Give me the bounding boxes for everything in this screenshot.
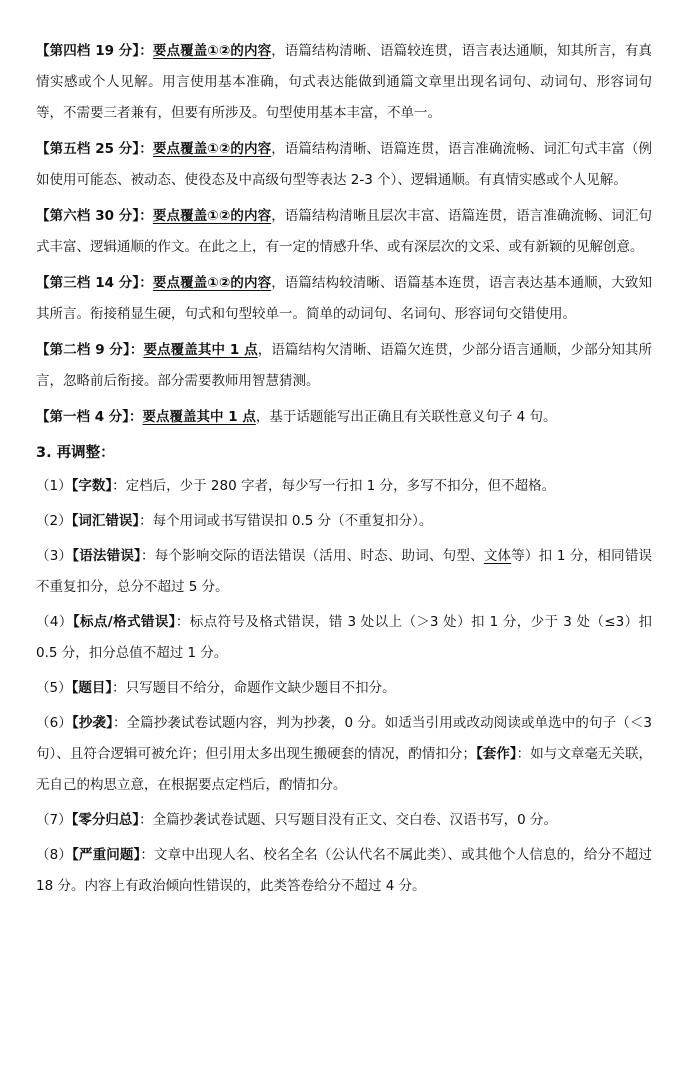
item-text: ：每个用词或书写错误扣 0.5 分（不重复扣分）。 — [139, 513, 433, 529]
grade-label-colon: ： — [139, 43, 153, 59]
grade-label: 【第三档 14 分】 — [36, 275, 140, 291]
grade-2-paragraph — [36, 335, 652, 397]
item-number: （7） — [36, 812, 72, 828]
grade-key-point: 要点覆盖其中 1 点 — [143, 342, 258, 358]
item-number: （2） — [36, 513, 72, 529]
grade-description: ，语篇结构清晰且层次丰富、语篇连贯，语言准确流畅、词汇句式丰富、逻辑通顺的作文。在此之上，有一定的情感升华、或有深层次的文采、或有新颖的见解创意。 — [36, 208, 653, 255]
item-label: 【词汇错误】 — [71, 513, 140, 529]
grade-label: 【第五档 25 分】 — [36, 141, 140, 157]
grade-5-paragraph — [36, 134, 652, 196]
item-text-before: ：每个影响交际的语法错误（活用、时态、助词、句型、 — [141, 548, 484, 564]
grade-key-point: 要点覆盖其中 1 点 — [142, 409, 256, 425]
item-label: 【题目】 — [71, 680, 113, 696]
section-heading: 3. 再调整： — [36, 445, 115, 461]
item-number: （4） — [36, 614, 73, 630]
item-label: 【语法错误】 — [72, 548, 142, 564]
adjustment-item-3 — [36, 541, 652, 603]
grade-4-paragraph — [36, 36, 652, 129]
item-text: ：标点符号及格式错误，错 3 处以上（＞3 处）扣 1 分，少于 3 处（≤3）扣 0.5 分，扣分总值不超过 1 分。 — [36, 614, 653, 661]
item-text-before: ：全篇抄袭试卷试题内容，判为抄袭，0 分。如适当引用或改动阅读或单选中的句子（＜3 句）、且符合逻辑可被允许；但引用太多出现生搬硬套的情况，酌情扣分； — [36, 715, 652, 762]
grade-description: ，语篇结构较清晰、语篇基本连贯，语言表达基本通顺，大致知其所言。衔接稍显生硬，句式和句型较单一。简单的动词句、名词句、形容词句交错使用。 — [36, 275, 653, 322]
item-text: ：定档后，少于 280 字者，每少写一行扣 1 分，多写不扣分，但不超格。 — [112, 478, 556, 494]
adjustment-item-2 — [36, 506, 652, 537]
item-label: 【零分归总】 — [71, 812, 140, 828]
grade-key-point: 要点覆盖①②的内容 — [152, 141, 272, 157]
grade-1-paragraph — [36, 402, 652, 433]
item-number: （1） — [36, 478, 72, 494]
grade-description: ，基于话题能写出正确且有关联性意义句子 4 句。 — [255, 409, 557, 425]
grade-label-colon: ： — [129, 342, 144, 358]
item-number: （8） — [36, 847, 73, 863]
grade-key-point: 要点覆盖①②的内容 — [152, 208, 272, 224]
grade-label: 【第一档 4 分】 — [36, 409, 130, 425]
grade-3-paragraph — [36, 268, 652, 330]
grade-description: ，语篇结构欠清晰、语篇欠连贯，少部分语言通顺，少部分知其所言，忽略前后衔接。部分需要教师用智慧猜测。 — [36, 342, 653, 389]
grade-label-colon: ： — [139, 275, 153, 291]
adjustment-item-7 — [36, 805, 652, 836]
adjustment-item-6 — [36, 708, 652, 801]
item-label: 【字数】 — [71, 478, 113, 494]
adjustment-item-5 — [36, 673, 652, 704]
adjustment-item-4 — [36, 607, 652, 669]
item-text: ：只写题目不给分，命题作文缺少题目不扣分。 — [112, 680, 396, 696]
item-text-after: ：如与文章毫无关联，无自己的构思立意，在根据要点定档后，酌情扣分。 — [36, 746, 653, 793]
item-text: ：全篇抄袭试卷试题、只写题目没有正文、交白卷、汉语书写，0 分。 — [139, 812, 557, 828]
item-label: 【标点/格式错误】 — [72, 614, 176, 630]
grade-label-colon: ： — [139, 208, 153, 224]
item-number: （3） — [36, 548, 73, 564]
underlined-term: 文体 — [483, 548, 512, 564]
grade-label: 【第二档 9 分】 — [36, 342, 130, 358]
item-text: ：文章中出现人名、校名全名（公认代名不属此类）、或其他个人信息的，给分不超过 18 分。内容上有政治倾向性错误的，此类答卷给分不超过 4 分。 — [36, 847, 653, 894]
adjustment-item-8 — [36, 840, 652, 902]
item-text-after: 等）扣 1 分，相同错误不重复扣分，总分不超过 5 分。 — [36, 548, 653, 595]
item-label: 【抄袭】 — [71, 715, 113, 731]
grade-label-colon: ： — [139, 141, 153, 157]
item-number: （5） — [36, 680, 72, 696]
grade-label: 【第六档 30 分】 — [36, 208, 140, 224]
grade-key-point: 要点覆盖①②的内容 — [152, 275, 272, 291]
item-label-secondary: 【套作】 — [475, 746, 517, 762]
item-number: （6） — [36, 715, 72, 731]
grade-description: ，语篇结构清晰、语篇较连贯，语言表达通顺，知其所言，有真情实感或个人见解。用言使用基本准确，句式表达能做到通篇文章里出现名词句、动词句、形容词句等，不需要三者兼有，但要有所涉及。句型使用基本丰富，不单一。 — [36, 43, 653, 121]
adjustment-item-1 — [36, 471, 652, 502]
grade-key-point: 要点覆盖①②的内容 — [152, 43, 272, 59]
grade-description: ，语篇结构清晰、语篇连贯，语言准确流畅、词汇句式丰富（例如使用可能态、被动态、使役态及中高级句型等表达 2-3 个）、逻辑通顺。有真情实感或个人见解。 — [36, 141, 653, 188]
grade-6-paragraph — [36, 201, 652, 263]
grade-label-colon: ： — [129, 409, 143, 425]
grade-label: 【第四档 19 分】 — [36, 43, 140, 59]
item-label: 【严重问题】 — [72, 847, 141, 863]
